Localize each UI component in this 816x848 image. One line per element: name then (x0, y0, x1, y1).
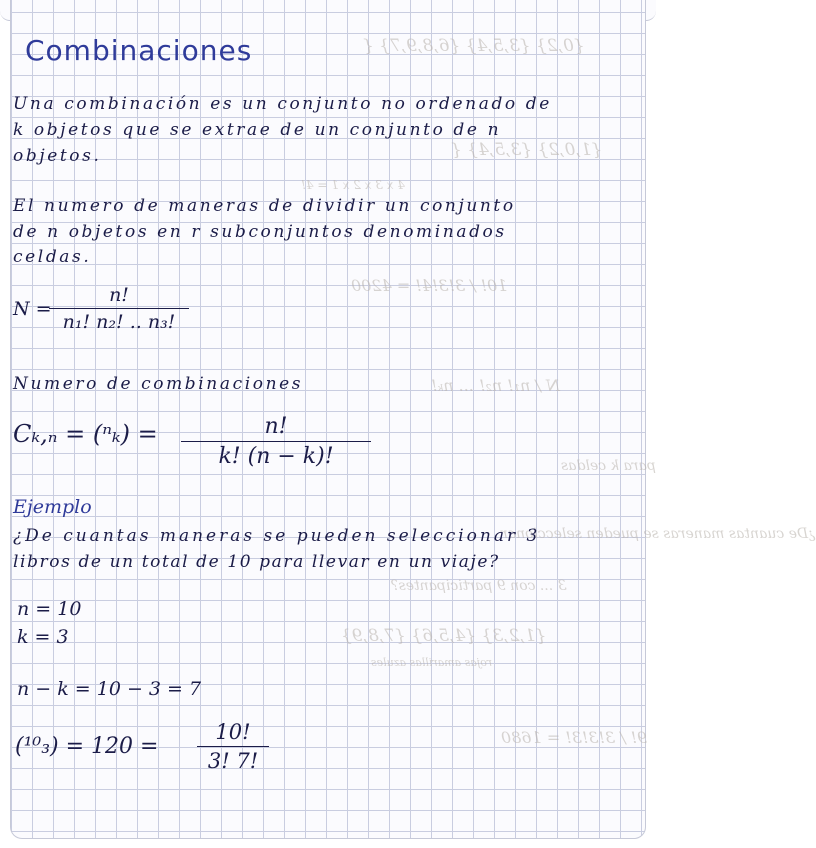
result-lhs: (¹⁰₃) = 120 = (15, 734, 159, 759)
formula1-lhs: N = (13, 298, 52, 320)
k-value: k = 3 (17, 626, 69, 648)
bleed-through-sets-mid: {1,0,2} {3,5,4} { (451, 140, 603, 160)
bleed-through-sets-bottom: {1,2,3} {4,5,6} {7,8,9} (341, 626, 547, 646)
formula2-fraction (181, 414, 371, 469)
bleed-through-question-2: 3 ... con 9 participantes? (391, 578, 567, 594)
formula2-fraction-bar (181, 441, 371, 442)
n-minus-k: n − k = 10 − 3 = 7 (17, 678, 202, 700)
example-question-line-1: ¿De cuantas maneras se pueden seleccionar 3 (13, 526, 541, 546)
n-value: n = 10 (17, 598, 82, 620)
result-numerator: 10! (215, 720, 251, 744)
partition-line-1: El numero de maneras de dividir un conjunto (13, 196, 516, 216)
partition-line-3: celdas. (13, 247, 92, 267)
partition-line-2: de n objetos en r subconjuntos denominados (13, 222, 507, 242)
formula1-numerator: n! (109, 284, 129, 306)
combinations-heading: Numero de combinaciones (13, 374, 304, 394)
formula2-numerator: n! (264, 414, 288, 439)
bleed-through-fraction-2: N / n₁! n₂! ... nₖ! (431, 376, 560, 395)
formula2-lhs: Cₖ,ₙ = (ⁿₖ) = (13, 420, 158, 448)
formula1-fraction (49, 284, 189, 333)
bleed-through-factorial: 4 x 3 x 2 x 1 = 4! (301, 178, 405, 192)
definition-line-2: k objetos que se extrae de un conjunto de n (13, 120, 502, 140)
formula1-fraction-bar (49, 308, 189, 309)
bleed-through-celdas: para k celdas (561, 458, 656, 474)
example-heading: Ejemplo (13, 496, 92, 518)
definition-line-1: Una combinación es un conjunto no ordenado de (13, 94, 552, 114)
formula1-denominator: n₁! n₂! .. n₃! (62, 311, 176, 333)
definition-line-3: objetos. (13, 146, 102, 166)
page-title: Combinaciones (25, 34, 253, 67)
bleed-through-fraction-1: 10! / 3!3!4! = 4200 (351, 276, 508, 295)
bleed-through-question-1: ¿De cuantas maneras se pueden seleccionar (501, 526, 816, 542)
bleed-through-set-labels: rojas amarillas azules (371, 656, 493, 669)
result-denominator: 3! 7! (207, 749, 259, 773)
notebook-page (10, 0, 816, 839)
formula2-denominator: k! (n − k)! (218, 444, 334, 469)
bleed-through-result: 9! / 3!3!3! = 1680 (501, 728, 648, 747)
example-question-line-2: libros de un total de 10 para llevar en un viaje? (13, 552, 500, 572)
bleed-through-sets-top: {0,2} {3,5,4} {6,8,9,7} { (363, 36, 585, 56)
result-fraction-bar (197, 746, 269, 747)
result-fraction (197, 720, 269, 773)
